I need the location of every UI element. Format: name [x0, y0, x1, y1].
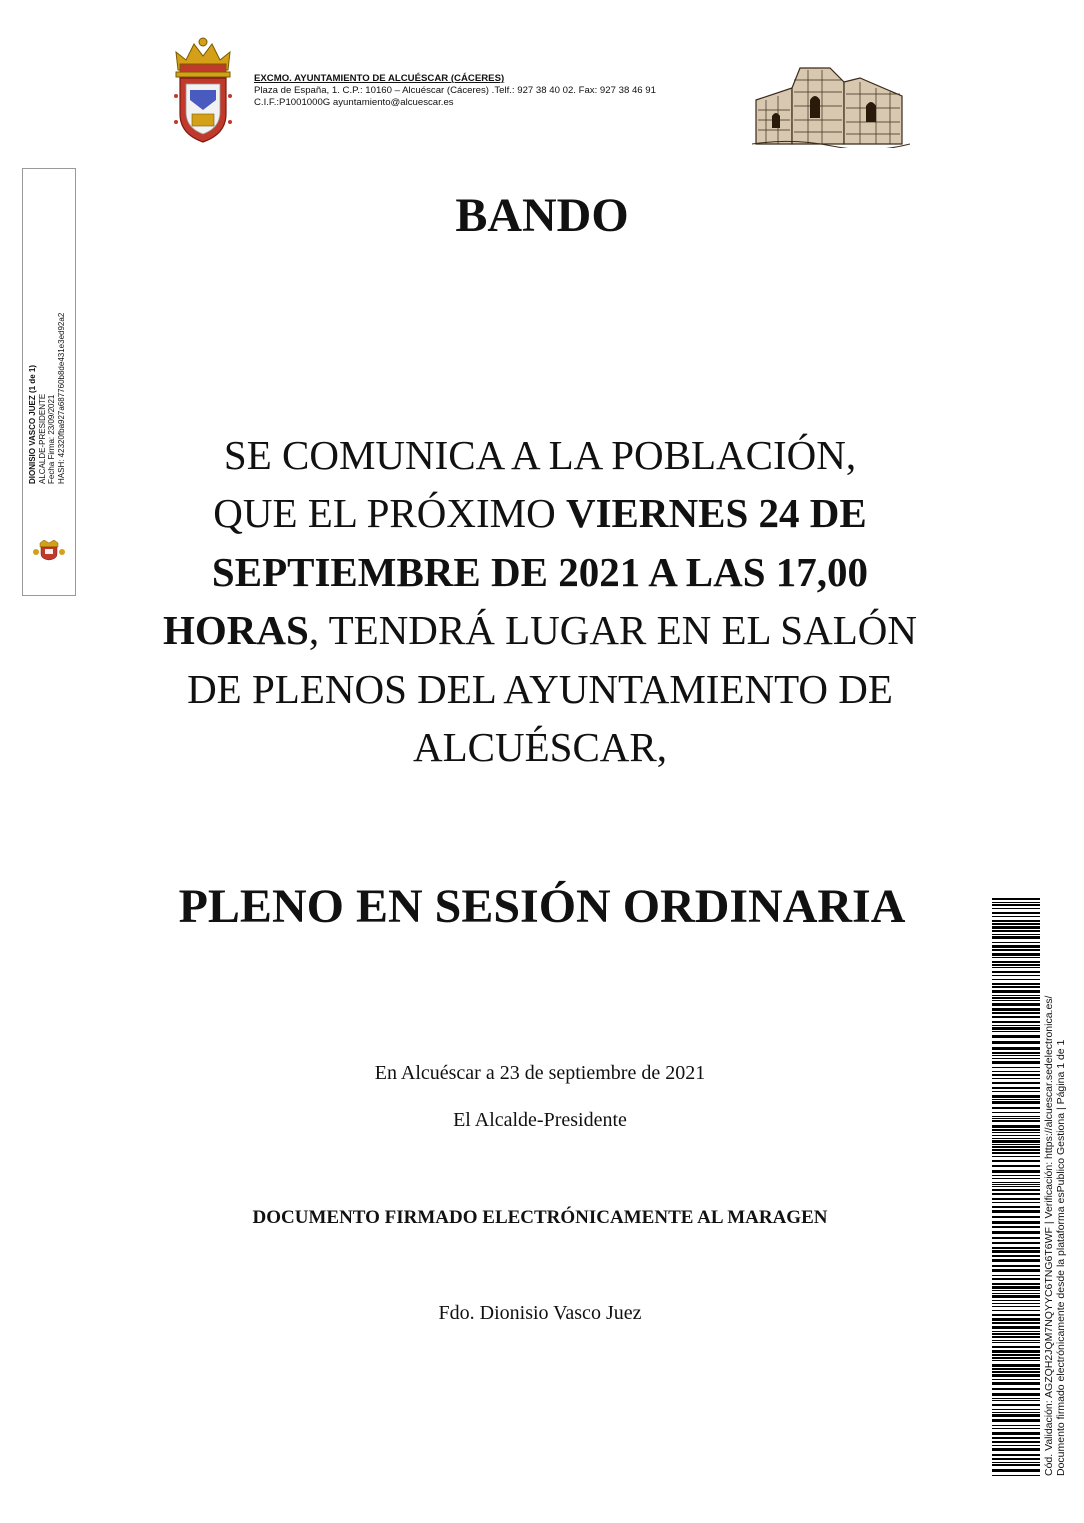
body-text-place: , TENDRÁ LUGAR EN EL SALÓN DE PLENOS DEL AYUNTAMIENTO DE ALCUÉSCAR, — [187, 607, 917, 771]
stamp-signer-name: DIONISIO VASCO JUEZ (1 de 1) — [28, 365, 37, 484]
document-title: BANDO — [455, 189, 629, 242]
electronic-signature-note: DOCUMENTO FIRMADO ELECTRÓNICAMENTE AL MARAGEN — [252, 1207, 828, 1228]
verification-footer — [1044, 916, 1067, 1476]
body-text-lead: QUE EL PRÓXIMO — [213, 490, 566, 537]
verification-platform-line: Documento firmado electrónicamente desde la plataforma esPublico Gestiona | Página 1 de 1 — [1054, 1039, 1067, 1476]
session-type-heading: PLENO EN SESIÓN ORDINARIA — [178, 880, 906, 933]
header-cif-email: C.I.F.:P1001000G ayuntamiento@alcuescar.es — [254, 97, 454, 108]
announcement-body — [140, 426, 940, 776]
place-and-date: En Alcuéscar a 23 de septiembre de 2021 — [374, 1062, 706, 1084]
church-illustration — [752, 60, 910, 148]
stamp-hash: HASH: 42320fba927a687760b8de431e3ed92a2 — [56, 312, 66, 484]
header-org-name: EXCMO. AYUNTAMIENTO DE ALCUÉSCAR (CÁCERES) — [254, 73, 505, 84]
signer-role: El Alcalde-Presidente — [453, 1109, 627, 1131]
municipal-crest-logo — [168, 34, 238, 148]
signer-name: Fdo. Dionisio Vasco Juez — [438, 1302, 642, 1324]
stamp-sign-date: Fecha Firma: 23/09/2021 — [47, 394, 56, 484]
stamp-signer-role: ALCALDE-PRESIDENTE — [37, 393, 47, 484]
verification-code-line: Cód. Validación: AGZQH2JQM7NQYYC6TNG6T6WF | Verificación: https://alcuescar.sedelectronica.es/ — [1043, 995, 1055, 1476]
validation-barcode — [992, 898, 1040, 1476]
stamp-crest-icon — [30, 539, 68, 561]
body-text-intro: SE COMUNICA A LA POBLACIÓN, — [223, 432, 857, 478]
header-block — [254, 73, 656, 109]
header-address: Plaza de España, 1. C.P.: 10160 – Alcuéscar (Cáceres) .Telf.: 927 38 40 02. Fax: 927 38 46 91 — [254, 85, 656, 96]
body-text-datetime: VIERNES 24 DE SEPTIEMBRE DE 2021 A LAS 17,00 HORAS — [163, 490, 869, 654]
